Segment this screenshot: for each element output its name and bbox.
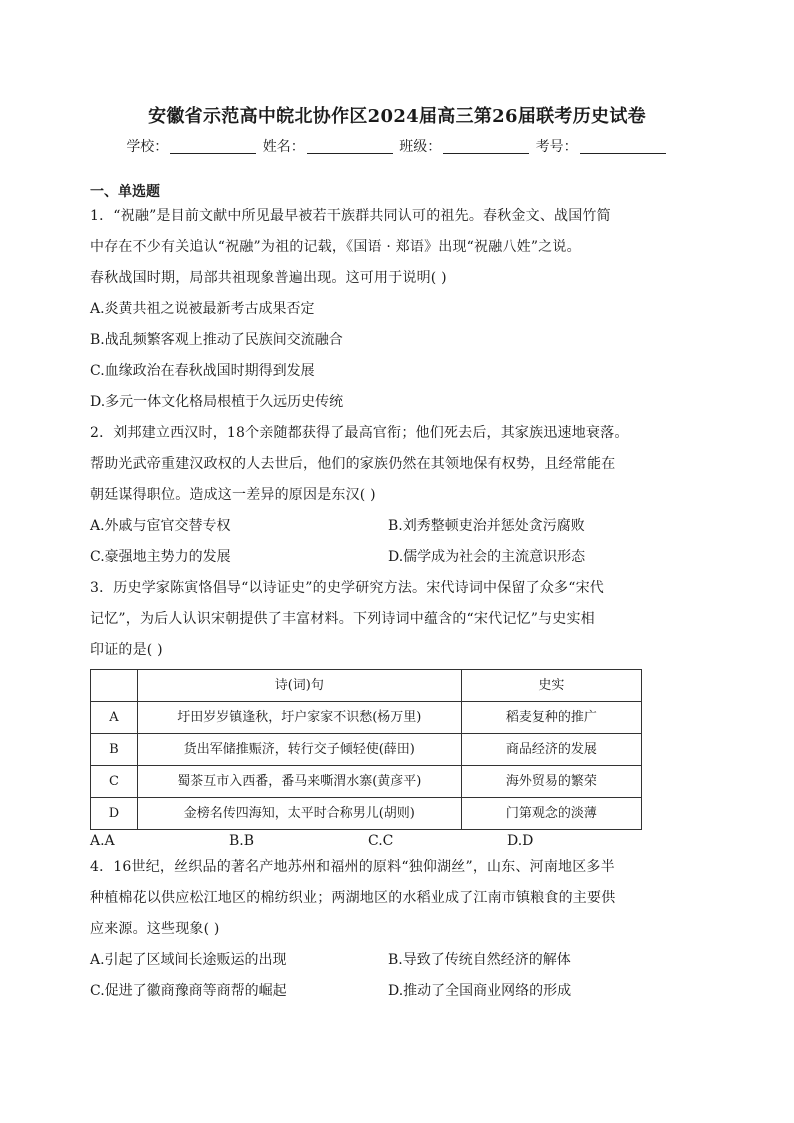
question-line: 中存在不少有关追认“祝融”为祖的记载，《国语 · 郑语》出现“祝融八姓”之说。 bbox=[90, 239, 581, 255]
option-a[interactable]: A.炎黄共祖之说被最新考古成果否定 bbox=[90, 301, 315, 317]
question-line: 种植棉花以供应松江地区的棉纺织业；两湖地区的水稻业成了江南市镇粮食的主要供 bbox=[90, 890, 616, 906]
option-row bbox=[90, 830, 702, 852]
class-label: 班级： bbox=[399, 139, 442, 155]
question-3 bbox=[90, 573, 702, 852]
table-cell: 海外贸易的繁荣 bbox=[461, 766, 641, 798]
question-line: 2．刘邦建立西汉时，18个亲随都获得了最高官衔；他们死去后，其家族迅速地衰落。 bbox=[90, 425, 629, 441]
table-cell: 商品经济的发展 bbox=[461, 734, 641, 766]
question-4 bbox=[90, 852, 702, 1007]
option-d[interactable]: D.儒学成为社会的主流意识形态 bbox=[388, 549, 586, 565]
student-info-line bbox=[0, 136, 794, 156]
name-blank[interactable] bbox=[307, 139, 393, 154]
option-row bbox=[90, 976, 702, 1007]
question-line: 应来源。这些现象( ) bbox=[90, 921, 220, 937]
option-row bbox=[90, 945, 702, 976]
poem-history-table bbox=[90, 669, 642, 830]
option-row bbox=[90, 542, 702, 573]
question-line: 春秋战国时期，局部共祖现象普遍出现。这可用于说明( ) bbox=[90, 270, 447, 286]
option-c[interactable]: C.促进了徽商豫商等商帮的崛起 bbox=[90, 983, 287, 999]
table-row bbox=[91, 702, 642, 734]
question-line: 朝廷谋得职位。造成这一差异的原因是东汉( ) bbox=[90, 487, 376, 503]
question-line: 1．“祝融”是目前文献中所见最早被若干族群共同认可的祖先。春秋金文、战国竹简 bbox=[90, 208, 611, 224]
table-row bbox=[91, 798, 642, 830]
option-c[interactable]: C.血缘政治在春秋战国时期得到发展 bbox=[90, 363, 315, 379]
class-blank[interactable] bbox=[443, 139, 529, 154]
option-b[interactable]: B.B bbox=[229, 833, 255, 849]
exam-number-label: 考号： bbox=[535, 139, 578, 155]
questions-body bbox=[90, 201, 702, 1007]
question-2 bbox=[90, 418, 702, 573]
table-cell: C bbox=[91, 766, 138, 798]
option-d[interactable]: D.推动了全国商业网络的形成 bbox=[388, 983, 572, 999]
table-row bbox=[91, 766, 642, 798]
question-line: 3．历史学家陈寅恪倡导“以诗证史”的史学研究方法。宋代诗词中保留了众多“宋代 bbox=[90, 580, 604, 596]
table-cell: 蜀茶互市入西番，番马来嘶渭水寨(黄彦平) bbox=[137, 766, 461, 798]
option-c[interactable]: C.C bbox=[368, 833, 394, 849]
option-c[interactable]: C.豪强地主势力的发展 bbox=[90, 549, 231, 565]
exam-title: 安徽省示范高中皖北协作区2024届高三第26届联考历史试卷 bbox=[148, 106, 646, 127]
question-line: 4．16世纪，丝织品的著名产地苏州和福州的原料“独仰湖丝”，山东、河南地区多半 bbox=[90, 859, 615, 875]
table-header-cell: 诗(词)句 bbox=[137, 670, 461, 702]
option-a[interactable]: A.引起了区域间长途贩运的出现 bbox=[90, 952, 287, 968]
question-line: 记忆”，为后人认识宋朝提供了丰富材料。下列诗词中蕴含的“宋代记忆”与史实相 bbox=[90, 611, 595, 627]
table-cell: 门第观念的淡薄 bbox=[461, 798, 641, 830]
table-row bbox=[91, 734, 642, 766]
table-cell: 货出军储推赈济，转行交子倾轻使(薛田) bbox=[137, 734, 461, 766]
option-a[interactable]: A.A bbox=[90, 833, 115, 849]
table-cell: 圩田岁岁镇逢秋，圩户家家不识愁(杨万里) bbox=[137, 702, 461, 734]
table-cell: A bbox=[91, 702, 138, 734]
section-heading: 一、单选题 bbox=[90, 184, 160, 200]
school-label: 学校： bbox=[126, 139, 169, 155]
table-header-row bbox=[91, 670, 642, 702]
option-d[interactable]: D.D bbox=[507, 833, 534, 849]
table-header-cell bbox=[91, 670, 138, 702]
option-a[interactable]: A.外戚与宦官交替专权 bbox=[90, 518, 231, 534]
option-b[interactable]: B.导致了传统自然经济的解体 bbox=[388, 952, 571, 968]
exam-number-blank[interactable] bbox=[580, 139, 666, 154]
table-cell: 金榜名传四海知，太平时合称男儿(胡则) bbox=[137, 798, 461, 830]
school-blank[interactable] bbox=[170, 139, 256, 154]
question-line: 帮助光武帝重建汉政权的人去世后，他们的家族仍然在其领地保有权势，且经常能在 bbox=[90, 456, 616, 472]
table-header-cell: 史实 bbox=[461, 670, 641, 702]
name-label: 姓名： bbox=[262, 139, 305, 155]
table-cell: B bbox=[91, 734, 138, 766]
question-line: 印证的是( ) bbox=[90, 642, 163, 658]
table-cell: 稻麦复种的推广 bbox=[461, 702, 641, 734]
option-b[interactable]: B.战乱频繁客观上推动了民族间交流融合 bbox=[90, 332, 343, 348]
option-row bbox=[90, 511, 702, 542]
option-d[interactable]: D.多元一体文化格局根植于久远历史传统 bbox=[90, 394, 344, 410]
table-cell: D bbox=[91, 798, 138, 830]
option-b[interactable]: B.刘秀整顿吏治并惩处贪污腐败 bbox=[388, 518, 585, 534]
question-1 bbox=[90, 201, 702, 418]
